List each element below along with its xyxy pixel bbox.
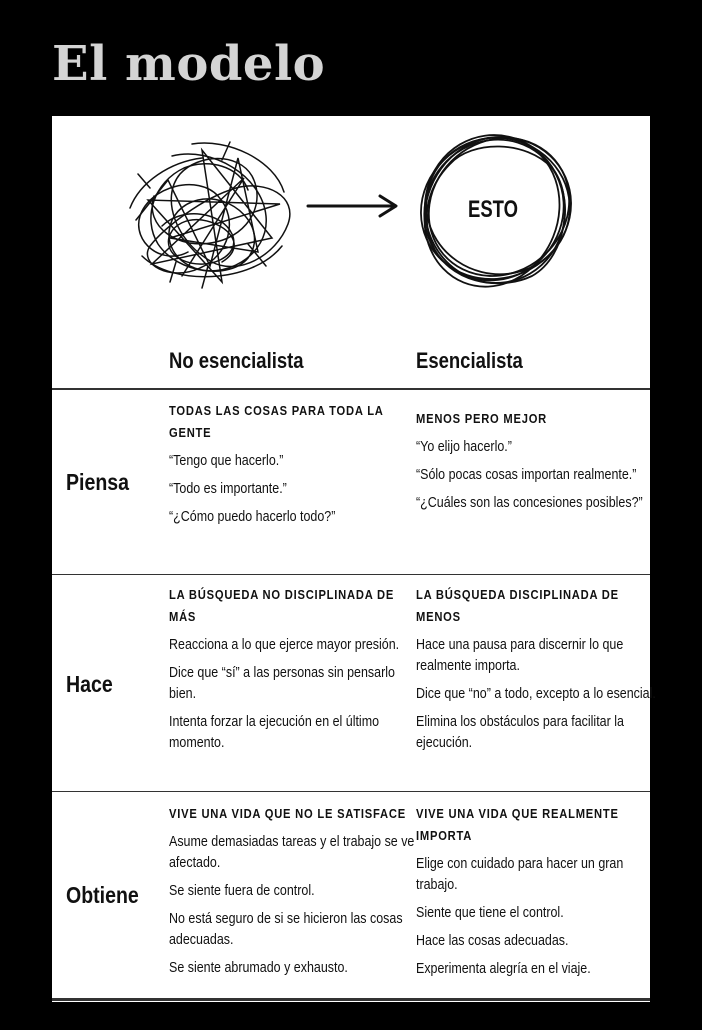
cell-heading: LA BÚSQUEDA NO DISCIPLINADA DE MÁS [169,587,395,624]
cell-piensa-non-essentialist [169,400,420,535]
list-item: Asume demasiadas tareas y el trabajo se ve afectado. [169,834,415,871]
list-item: “Tengo que hacerlo.” [169,453,284,469]
model-illustration [52,116,650,326]
arrow-icon [308,196,396,216]
cell-heading: MENOS PERO MEJOR [416,411,548,426]
cell-heading: VIVE UNA VIDA QUE REALMENTE IMPORTA [416,806,619,843]
column-header-non-essentialist: No esencialista [169,348,304,373]
row-label-hace: Hace [66,671,113,697]
list-item: Dice que “sí” a las personas sin pensarlo bien. [169,665,395,702]
list-item: “¿Cuáles son las concesiones posibles?” [416,495,643,511]
list-item: Hace una pausa para discernir lo que realmente importa. [416,637,624,674]
scribble-icon [130,142,290,288]
cell-heading: VIVE UNA VIDA QUE NO LE SATISFACE [169,806,406,821]
model-card [52,116,656,1002]
list-item: Elimina los obstáculos para facilitar la ejecución. [416,714,624,751]
row-divider [52,791,650,792]
page-title: El modelo [52,36,326,92]
list-item: Reacciona a lo que ejerce mayor presión. [169,637,400,653]
row-divider [52,574,650,575]
list-item: Hace las cosas adecuadas. [416,933,569,949]
row-label-obtiene: Obtiene [66,882,139,908]
cell-piensa-essentialist [416,408,667,521]
list-item: Se siente fuera de control. [169,883,315,899]
cell-heading: LA BÚSQUEDA DISCIPLINADA DE MENOS [416,587,619,624]
list-item: Se siente abrumado y exhausto. [169,960,348,976]
cell-obtiene-non-essentialist [169,803,420,986]
list-item: Dice que “no” a todo, excepto a lo esencial. [416,686,656,702]
cell-hace-essentialist [416,584,667,761]
list-item: Experimenta alegría en el viaje. [416,961,591,977]
cell-heading: TODAS LAS COSAS PARA TODA LA GENTE [169,403,384,440]
circle-label: ESTO [468,196,518,223]
row-label-piensa: Piensa [66,469,130,495]
bottom-rule [52,998,650,1001]
list-item: “Todo es importante.” [169,481,287,497]
header-divider [52,388,650,390]
cell-hace-non-essentialist [169,584,420,761]
list-item: “¿Cómo puedo hacerlo todo?” [169,509,336,525]
list-item: Siente que tiene el control. [416,905,564,921]
cell-obtiene-essentialist [416,803,667,987]
column-header-essentialist: Esencialista [416,348,523,373]
list-item: Intenta forzar la ejecución en el último momento. [169,714,380,751]
list-item: Elige con cuidado para hacer un gran trabajo. [416,856,624,893]
list-item: No está seguro de si se hicieron las cosas adecuadas. [169,911,403,948]
list-item: “Sólo pocas cosas importan realmente.” [416,467,637,483]
list-item: “Yo elijo hacerlo.” [416,439,512,455]
